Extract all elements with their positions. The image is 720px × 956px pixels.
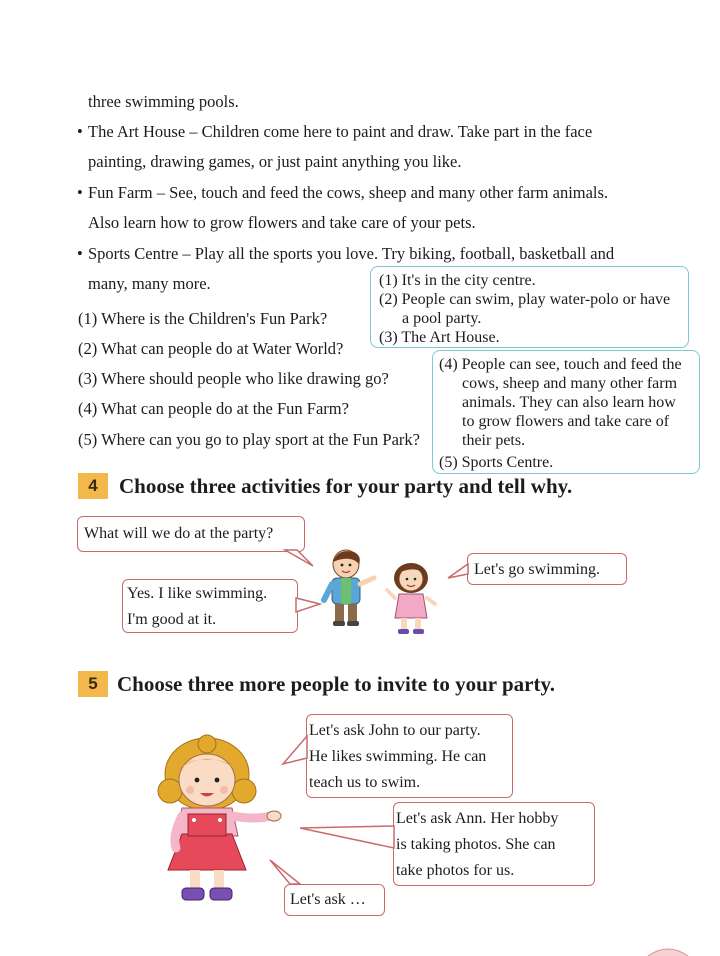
speech-bubble-john-line-2: He likes swimming. He can xyxy=(309,748,487,765)
speech-bubble-reply-line-1: Yes. I like swimming. xyxy=(127,585,268,602)
speech-bubble-john-line-1: Let's ask John to our party. xyxy=(309,722,481,739)
bubble-tail-john xyxy=(283,736,313,776)
question-3: (3) Where should people who like drawing go? xyxy=(78,369,389,388)
girl-large-illustration xyxy=(152,736,282,906)
bubble-tail-ann xyxy=(300,826,400,866)
page-corner-mark xyxy=(648,946,688,956)
answer-4-line-4: to grow flowers and take care of xyxy=(462,413,670,430)
answer-4-line-1: (4) People can see, touch and feed the xyxy=(439,356,682,373)
section-5-title: Choose three more people to invite to your party. xyxy=(117,672,556,696)
speech-bubble-ann xyxy=(393,802,595,886)
reading-art-house-2: painting, drawing games, or just paint anything you like. xyxy=(88,152,462,171)
question-1: (1) Where is the Children's Fun Park? xyxy=(78,309,328,328)
bubble-tail-girl xyxy=(448,564,478,594)
reading-sports-2: many, many more. xyxy=(88,274,211,293)
speech-bubble-question-text: What will we do at the party? xyxy=(84,525,274,542)
answer-box-1 xyxy=(370,266,689,348)
answer-3: (3) The Art House. xyxy=(379,329,500,346)
speech-bubble-reply-line-2: I'm good at it. xyxy=(127,611,217,628)
speech-bubble-girl xyxy=(467,553,627,585)
answer-4-line-2: cows, sheep and many other farm xyxy=(462,375,678,392)
boy-illustration xyxy=(318,548,378,628)
speech-bubble-ask-text: Let's ask … xyxy=(290,891,366,908)
reading-fun-farm-2: Also learn how to grow flowers and take care of your pets. xyxy=(88,213,476,232)
reading-fun-farm-1: • Fun Farm – See, touch and feed the cows, sheep and many other farm animals. xyxy=(88,183,608,203)
speech-bubble-ann-line-1: Let's ask Ann. Her hobby xyxy=(396,810,559,827)
reading-art-house-1: • The Art House – Children come here to paint and draw. Take part in the face xyxy=(88,122,592,142)
section-5-badge: 5 xyxy=(78,671,108,697)
speech-bubble-john-line-3: teach us to swim. xyxy=(309,774,421,791)
reading-sports-1: • Sports Centre – Play all the sports you love. Try biking, football, basketball and xyxy=(88,244,614,264)
speech-bubble-girl-text: Let's go swimming. xyxy=(474,561,600,578)
speech-bubble-ann-line-2: is taking photos. She can xyxy=(396,836,556,853)
answer-1: (1) It's in the city centre. xyxy=(379,272,536,289)
section-4-badge: 4 xyxy=(78,473,108,499)
speech-bubble-john xyxy=(306,714,513,798)
answer-2-line-2: a pool party. xyxy=(402,310,482,327)
answer-4-line-5: their pets. xyxy=(462,432,526,449)
section-4-title: Choose three activities for your party and tell why. xyxy=(119,474,573,498)
bubble-tail-question xyxy=(285,550,315,580)
question-5: (5) Where can you go to play sport at the Fun Park? xyxy=(78,430,420,449)
reading-line-pools: three swimming pools. xyxy=(88,92,239,111)
question-4: (4) What can people do at the Fun Farm? xyxy=(78,399,349,418)
speech-bubble-ann-line-3: take photos for us. xyxy=(396,862,515,879)
answer-4-line-3: animals. They can also learn how xyxy=(462,394,676,411)
girl-illustration xyxy=(385,560,440,638)
speech-bubble-question xyxy=(77,516,305,552)
answer-5: (5) Sports Centre. xyxy=(439,454,554,471)
speech-bubble-reply xyxy=(122,579,298,633)
question-2: (2) What can people do at Water World? xyxy=(78,339,344,358)
answer-box-2 xyxy=(432,350,700,474)
answer-2-line-1: (2) People can swim, play water-polo or have xyxy=(379,291,671,308)
